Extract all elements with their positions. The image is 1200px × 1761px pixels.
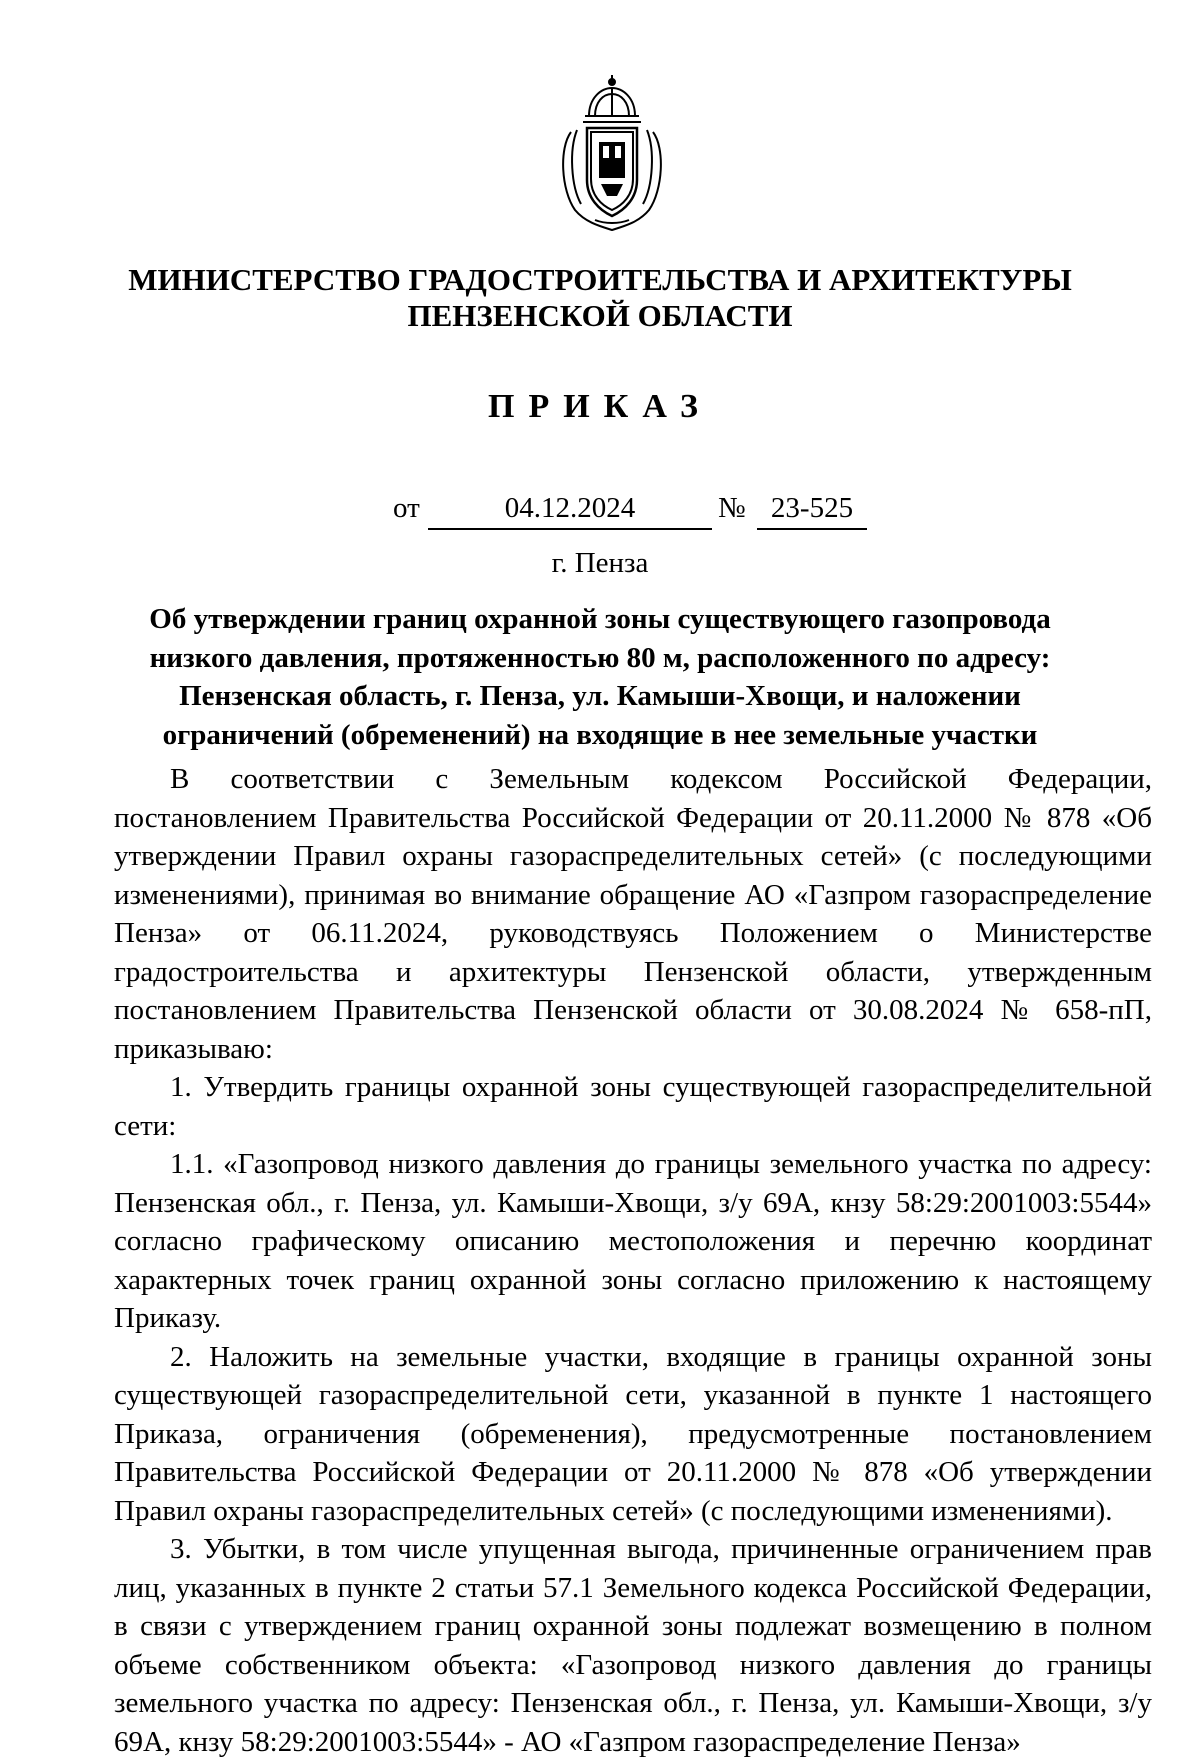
order-subject: Об утверждении границ охранной зоны существующего газопровода низкого давления, протяженностью 80 м, расположенного по адресу: Пензенская область, г. Пенза, ул. Камыши-Хвощи, и наложении ограничений (обременений) на входящие в нее земельные участки — [149, 603, 1051, 751]
date-prefix: от — [393, 492, 420, 524]
order-number: 23-525 — [757, 492, 867, 530]
preamble-paragraph: В соответствии с Земельным кодексом Российской Федерации, постановлением Правительства Российской Федерации от 20.11.2000 № 878 «Об утверждении Правил охраны газораспределительных сетей» (с последующими изменениями), принимая во внимание обращение АО «Газпром газораспределение Пенза» от 06.11.2024, руководствуясь Положением о Министерстве градостроительства и архитектуры Пензенской области, утвержденным постановлением Правительства Пензенской области от 30.08.2024 № 658-пП, приказываю: — [114, 763, 1152, 1065]
paragraph-item-3: 3. Убытки, в том числе упущенная выгода, причиненные ограничением прав лиц, указанных в пункте 2 статьи 57.1 Земельного кодекса Российской Федерации, в связи с утверждением границ охранной зоны подлежат возмещению в полном объеме собственником объекта: «Газопровод низкого давления до границы земельного участка по адресу: Пензенская обл., г. Пенза, ул. Камыши-Хвощи, з/у 69А, кнзу 58:29:2001003:5544» - АО «Газпром газораспределение Пенза» — [114, 1533, 1152, 1758]
order-body — [114, 760, 1152, 1761]
ministry-name-line2: ПЕНЗЕНСКОЙ ОБЛАСТИ — [407, 298, 793, 333]
order-date-number-row — [0, 492, 1200, 530]
coat-of-arms-icon — [555, 72, 669, 232]
ministry-name-line1: МИНИСТЕРСТВО ГРАДОСТРОИТЕЛЬСТВА И АРХИТЕКТУРЫ — [128, 262, 1072, 297]
number-sign: № — [718, 492, 746, 524]
order-date: 04.12.2024 — [428, 492, 712, 530]
document-type-title: ПРИКАЗ — [488, 388, 712, 425]
ministry-name — [100, 262, 1100, 334]
paragraph-item-1: 1. Утвердить границы охранной зоны существующей газораспределительной сети: — [114, 1071, 1152, 1142]
paragraph-item-2: 2. Наложить на земельные участки, входящие в границы охранной зоны существующей газораспределительной сети, указанной в пункте 1 настоящего Приказа, ограничения (обременения), предусмотренные постановлением Правительства Российской Федерации от 20.11.2000 № 878 «Об утверждении Правил охраны газораспределительных сетей» (с последующими изменениями). — [114, 1340, 1152, 1527]
paragraph-item-1-1: 1.1. «Газопровод низкого давления до границы земельного участка по адресу: Пензенская обл., г. Пенза, ул. Камыши-Хвощи, з/у 69А, кнзу 58:29:2001003:5544» согласно графическому описанию местоположения и перечню координат характерных точек границ охранной зоны согласно приложению к настоящему Приказу. — [114, 1148, 1152, 1334]
city: г. Пенза — [551, 547, 649, 579]
